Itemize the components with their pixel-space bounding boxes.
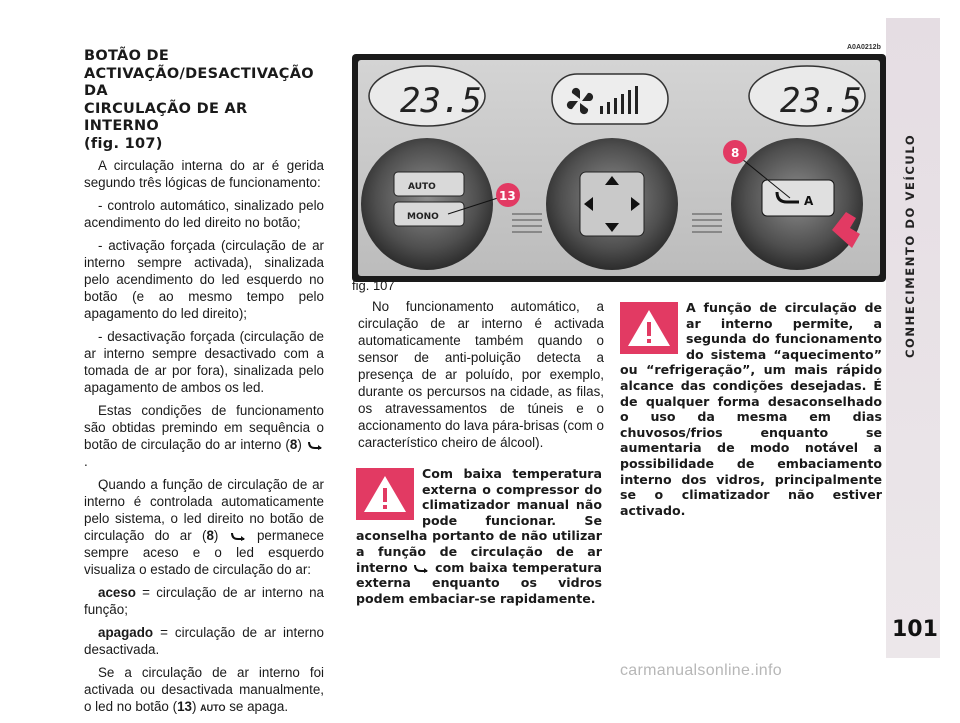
ref-number: 8 (206, 528, 214, 543)
warning-text: A função de circulação de ar interno permite, a segunda do funcionamento do sistema “aquecimento” ou “refrigeração”, um mais rápido alcance das condições desejadas. É de qualquer forma desaconselhado o uso da mesma em dias chuvosos/frios enquanto se aumentaria de modo notável a possibilidade de embaciamento interno dos vidros, principalmente se o climatizador não estiver activado. (620, 300, 882, 518)
left-temperature-display: 23.5 (400, 81, 482, 121)
heading-line: CIRCULAÇÃO DE AR INTERNO (84, 100, 248, 134)
middle-column (358, 298, 604, 457)
paragraph (84, 476, 324, 578)
section-title-text: CONHECIMENTO DO VEÍCULO (903, 133, 917, 358)
section-title (901, 58, 923, 368)
text: permanece sempre aceso e o led esquerdo visualiza o estado de circulação do ar: (84, 528, 324, 577)
right-temperature-display: 23.5 (780, 81, 862, 121)
text: Com baixa temperatura externa o compressor do climatizador manual não pode funcionar. Se aconselha portanto de não utilizar a função de circulação de ar interno (356, 466, 602, 575)
callout-13: 13 (499, 189, 516, 203)
figure-107 (348, 42, 888, 278)
figure-code: A0A0212b (847, 44, 881, 51)
section-band (886, 18, 940, 658)
watermark: carmanualsonline.info (620, 662, 782, 679)
side-strip (886, 0, 960, 689)
mono-button-label: MONO (407, 212, 439, 222)
heading-line: (fig. 107) (84, 135, 163, 152)
text: ) (213, 528, 219, 543)
text: Quando a função de circulação de ar interno é controlada automaticamente pelo sistema, o led direito no botão de circulação do ar ( (84, 477, 324, 543)
paragraph: - desactivação forçada (circulação de ar interno sempre desactivado com a tomada de ar por fora), sinalizada pelo apagamento de ambos os led. (84, 329, 324, 395)
text: ) (191, 699, 201, 714)
text: . (84, 454, 88, 469)
paragraph (84, 584, 324, 618)
term-apagado: apagado (98, 625, 154, 640)
warning-box (620, 300, 882, 518)
paragraph (84, 624, 324, 658)
auto-button-label: AUTO (408, 182, 436, 192)
warning-box (356, 466, 602, 606)
paragraph (84, 402, 324, 470)
heading-line: ACTIVAÇÃO/DESACTIVAÇÃO DA (84, 65, 314, 99)
callout-8: 8 (731, 146, 740, 160)
text: com baixa temperatura externa enquanto os vidros podem embaciar-se rapidamente. (356, 559, 602, 606)
ref-number: 8 (289, 437, 298, 452)
term-aceso: aceso (98, 585, 136, 600)
text: = circulação de ar interno na função; (84, 585, 324, 617)
recirculation-icon (306, 440, 324, 450)
warning-icon (356, 468, 414, 520)
text: se apaga. (225, 699, 289, 714)
left-column (84, 48, 324, 723)
ref-number: 13 (177, 699, 192, 714)
text: Se a circulação de ar interno foi activada ou desactivada manualmente, o led no botão ( (84, 665, 324, 714)
warning-icon (620, 302, 678, 354)
text: ) (297, 437, 302, 452)
recirculation-icon (412, 563, 430, 573)
heading-line: BOTÃO DE (84, 48, 170, 64)
paragraph: A circulação interna do ar é gerida segundo três lógicas de funcionamento: (84, 158, 324, 190)
auto-label: AUTO (200, 703, 226, 713)
paragraph: - controlo automático, sinalizado pelo acendimento do led direito no botão; (84, 198, 324, 230)
recirculation-button-label: A (804, 194, 814, 208)
climate-panel-illustration (352, 54, 886, 282)
paragraph (84, 664, 324, 717)
text: Estas condições de funcionamento são obtidas premindo em sequência o botão de circulação do ar interno ( (84, 403, 324, 452)
section-heading (84, 48, 324, 153)
paragraph: No funcionamento automático, a circulação de ar interno é activada automaticamente também quando o sensor de anti-poluição detecta a presença de ar poluído, por exemplo, durante os percursos na cidade, as filas, os atravessamentos de túneis e o accionamento do lava pára-brisas (com o característico cheiro de álcool). (358, 299, 604, 450)
recirculation-icon (229, 531, 247, 541)
figure-caption: fig. 107 (352, 278, 395, 293)
paragraph: - activação forçada (circulação de ar interno sempre activada), sinalizada pelo acendimento do led esquerdo no botão (e ao mesmo tempo pelo apagamento do led direito); (84, 238, 324, 321)
page-number: 101 (892, 617, 938, 642)
text: = circulação de ar interno desactivada. (84, 625, 324, 657)
